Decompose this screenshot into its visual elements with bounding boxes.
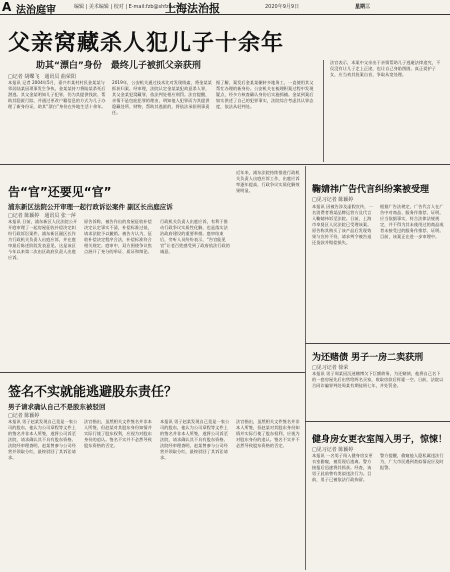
lead-body-col3: 据了解，案发后金某某辗转多地务工，一直使用其父帮忙办理的新身份。公安机关在梳理积案过程中发现疑点，经多方核查确认身份后实施抓捕。金某到案后如实供述了自己的犯罪事实，法院综合考虑其认罪态度，依法从轻判处。 (216, 80, 314, 109)
column-divider (323, 60, 324, 162)
lead-body-col2: 2019年，公安机关通过技术比对发现线索，将金某某抓获归案。经审理，法院认定金某某犯故意杀人罪，其父金某犯窝藏罪，依法判处相应刑罚。法官提醒，亲情不是包庇犯罪的理由，明知他人犯罪而为其提供隐藏处所、财物，帮助其逃匿的，将依法承担刑事责任。 (112, 80, 212, 115)
story3-body-col4: 法官指出，虽然相关文件签名并非本人所签，但赵某对其股东身份知情并实际行使了股东权利，应视为对股东身份的追认。签名不实并不必然导致股东资格的否定。 (236, 419, 300, 448)
story2-subheadline: 浦东新区法院公开审理一起行政诉讼案件 副区长出庭应诉 (8, 203, 173, 211)
story3-body-col3: 本报讯 男子赵某发现自己竟是一家公司的股东，他认为公司章程等文件上的签名并非本人所签，遂将公司诉至法院，请求确认其不具有股东资格。法院经审理查明，赵某曾参与公司经营并领取分红，最终驳回了其诉讼请求。 (160, 419, 230, 460)
section-divider-3 (305, 343, 450, 344)
masthead (0, 0, 450, 15)
story3-body-col1: 本报讯 男子赵某发现自己竟是一家公司的股东，他认为公司章程等文件上的签名并非本人所签，遂将公司诉至法院，请求确认其不具有股东资格。法院经审理查明，赵某曾参与公司经营并领取分红，最终驳回了其诉讼请求。 (8, 419, 78, 460)
story6-headline: 健身房女更衣室闯入男子，惊悚！ (312, 435, 448, 445)
paper-name: 上海法治报 (165, 2, 220, 15)
story4-body-col2: 根据广告法规定，广告代言人在广告中对商品、服务作推荐、证明，应当依据事实，符合法律法规规定，并不得为其未使用过的商品或者未接受过的服务作推荐、证明。目前，该案正在进一步审理中。 (380, 204, 444, 239)
section-divider (0, 164, 450, 165)
page-number: A (2, 0, 12, 14)
lead-byline: □记者 胡蝶飞 通讯员 曲荣阳 (8, 74, 76, 80)
section-divider-2 (0, 372, 305, 373)
masthead-weekday: 星期三 (355, 4, 371, 10)
story5-body: 本报讯 男子周某因沉迷赌博欠下巨额债务，为还赌债，他将自己名下的一套房屋先后出售给两名买家，收取房款后挥霍一空。日前，法院以合同诈骗罪判处周某有期徒刑七年，并处罚金。 (312, 371, 444, 388)
story5-byline: □见习记者 徐荣 (312, 365, 349, 371)
story2-body-col3: 行政机关负责人出庭应诉，有利于推动行政争议实质性化解，也是落实法治政府建设的重要举措。庭审结束后，旁听人员纷纷表示，“告官能见官”让老百姓感受到了政府依法行政的诚意。 (160, 219, 231, 254)
story3-body-col2: 法官指出，虽然相关文件签名并非本人所签，但赵某对其股东身份知情并实际行使了股东权利，应视为对股东身份的追认。签名不实并不必然导致股东资格的否定。 (84, 419, 152, 448)
story5-headline: 为还赌债 男子一房二卖获刑 (312, 353, 424, 363)
lead-subheadline: 助其“漂白”身份 最终儿子被抓父亲获刑 (36, 61, 201, 71)
lead-body-col4: 法官表示，本案中父亲出于亲情帮助儿子逃避法律追究，不仅没有让儿子走上正途，也让自己身陷囹圄。真正爱护子女，应当劝其投案自首，争取从宽处理。 (330, 60, 441, 77)
story4-headline: 鞠婧祎广告代言纠纷案被受理 (312, 185, 430, 195)
lead-body-col1: 本报讯 记者 2004年5月，嘉兴市某村村民金某某与邻居陆某因琐事发生争执，金某某持刀将陆某杀死后潜逃。其父金某明知儿子犯罪，仍为其提供钱款、帮助其隐匿行踪，并通过更改户籍信息的方式为儿子办理了新身份证，助其“漂白”身份在外地生活十余年。 (8, 80, 106, 109)
story4-body-col1: 本报讯 因被告涉及虚假宣传，一名消费者将某品牌运营方及代言人鞠婧祎诉至法院。日前，上海市奉贤区人民法院已受理该案。原告称其购买了该产品后发现效果与宣传不符，请求判令被告退还货款并赔偿损失。 (312, 204, 373, 245)
story3-subheadline: 男子请求确认自己不是股东被驳回 (8, 403, 106, 411)
story2-headline: 告“官”还要见“官” (8, 185, 112, 199)
story4-byline: □见习记者 陈颖婷 (312, 197, 354, 203)
story3-byline: □记者 陈颖婷 (8, 413, 40, 419)
story2-body-col4: 近年来，浦东法院持续推进行政机关负责人出庭应诉工作，出庭应诉率逐年提高，行政争议实质化解效果明显。 (236, 170, 300, 193)
story3-headline: 签名不实就能逃避股东责任？ (8, 385, 178, 400)
section-divider-4 (305, 421, 450, 422)
right-column-divider (305, 166, 306, 570)
section-title: 法治庭审 (16, 5, 56, 16)
story2-body-col2: 原告诉称，被告作出的房屋征收补偿决定认定事实不清，补偿标准过低，请求法院予以撤销。被告方认为，征收补偿决定程序合法，补偿标准符合相关规定。庭审中，双方围绕争议焦点展开了充分的举证、质证和辩论。 (84, 219, 152, 254)
story2-byline: □记者 陈颖婷 通讯员 张一萍 (8, 213, 76, 219)
story2-body-col1: 本报讯 日前，浦东新区人民法院公开开庭审理了一起房屋征收补偿决定纠纷行政诉讼案件，浦东新区副区长作为行政机关负责人出庭应诉，并在庭审最后陈述阶段发表意见。这是该区今年以来第二次由区政府负责人出庭应诉。 (8, 219, 78, 260)
masthead-meta: 编辑 | 美术编辑 | 校对 | E-mail:fzb@shfzb.cn (74, 4, 180, 10)
lead-headline: 父亲窝藏杀人犯儿子十余年 (8, 31, 285, 56)
masthead-date: 2020年9月9日 (265, 4, 300, 10)
story6-body-col2: 警方提醒，偷窥他人隐私属违法行为，广大市民遇到类似情况应及时报警。 (380, 453, 444, 470)
story6-byline: □见习记者 陈颖婷 (312, 447, 354, 453)
story6-body-col1: 本报讯 一名男子闯入健身房女更衣室偷窥，被发现后逃离。警方接报后迅速将其抓获。经查，该男子此前曾有类似违法行为。目前，男子已被依法行政拘留。 (312, 453, 373, 482)
